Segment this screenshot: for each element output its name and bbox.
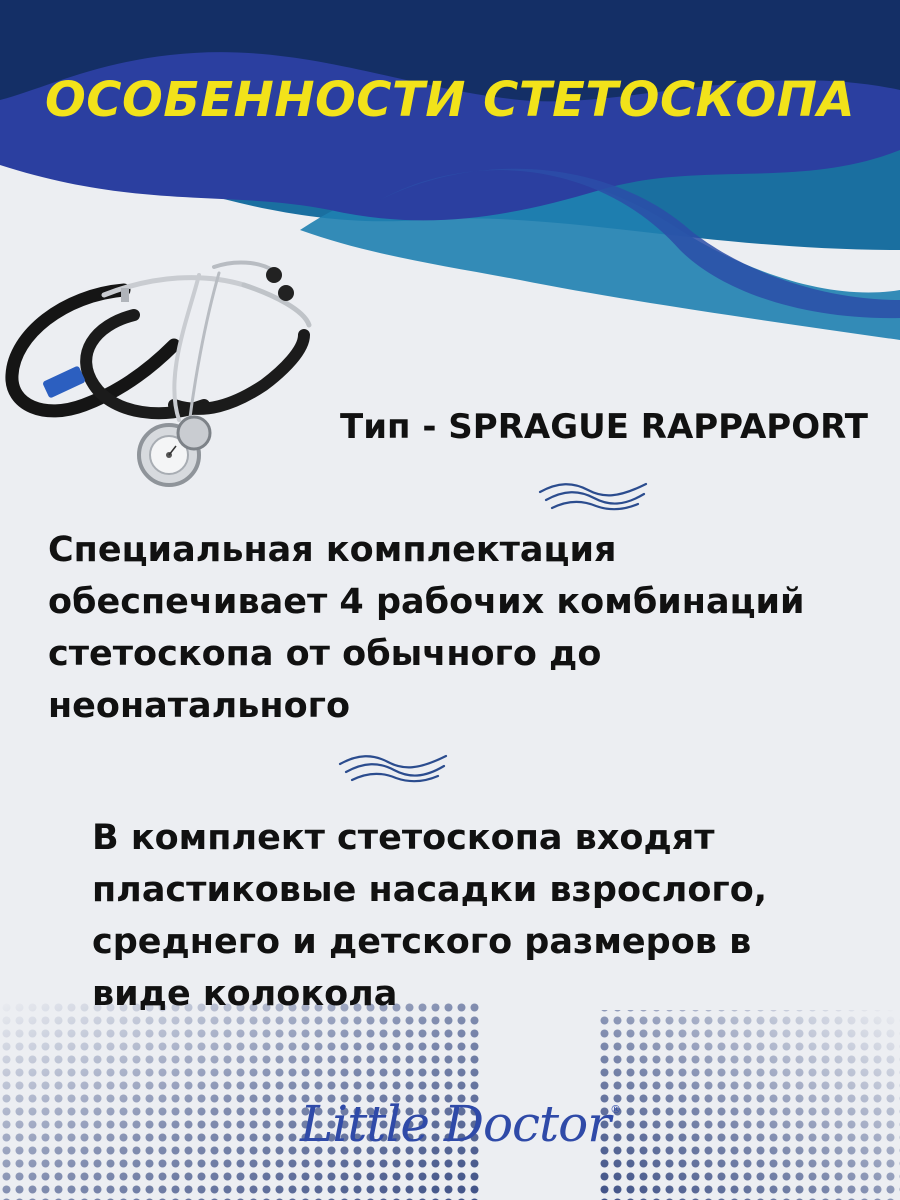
feature-line: пластиковые насадки взрослого, [92, 870, 768, 910]
brand-logo [300, 1095, 621, 1153]
stethoscope-type: Тип - SPRAGUE RAPPAPORT [340, 407, 868, 447]
feature-bell-attachments [92, 812, 767, 1020]
wave-divider-icon [538, 478, 648, 512]
feature-line: стетоскопа от обычного до [48, 634, 602, 674]
page-title: ОСОБЕННОСТИ СТЕТОСКОПА [44, 72, 856, 128]
feature-line: виде колокола [92, 974, 398, 1014]
feature-line: обеспечивает 4 рабочих комбинаций [48, 582, 805, 622]
feature-line: среднего и детского размеров в [92, 922, 752, 962]
halftone-right [600, 1010, 900, 1200]
stethoscope-image [4, 255, 324, 500]
feature-line: неонатального [48, 686, 350, 726]
brand-name: Little Doctor [300, 1095, 611, 1153]
feature-combinations [48, 524, 805, 732]
wave-divider-icon [338, 750, 448, 784]
feature-line: Специальная комплектация [48, 530, 617, 570]
feature-line: В комплект стетоскопа входят [92, 818, 715, 858]
registered-mark: ® [610, 1103, 621, 1116]
